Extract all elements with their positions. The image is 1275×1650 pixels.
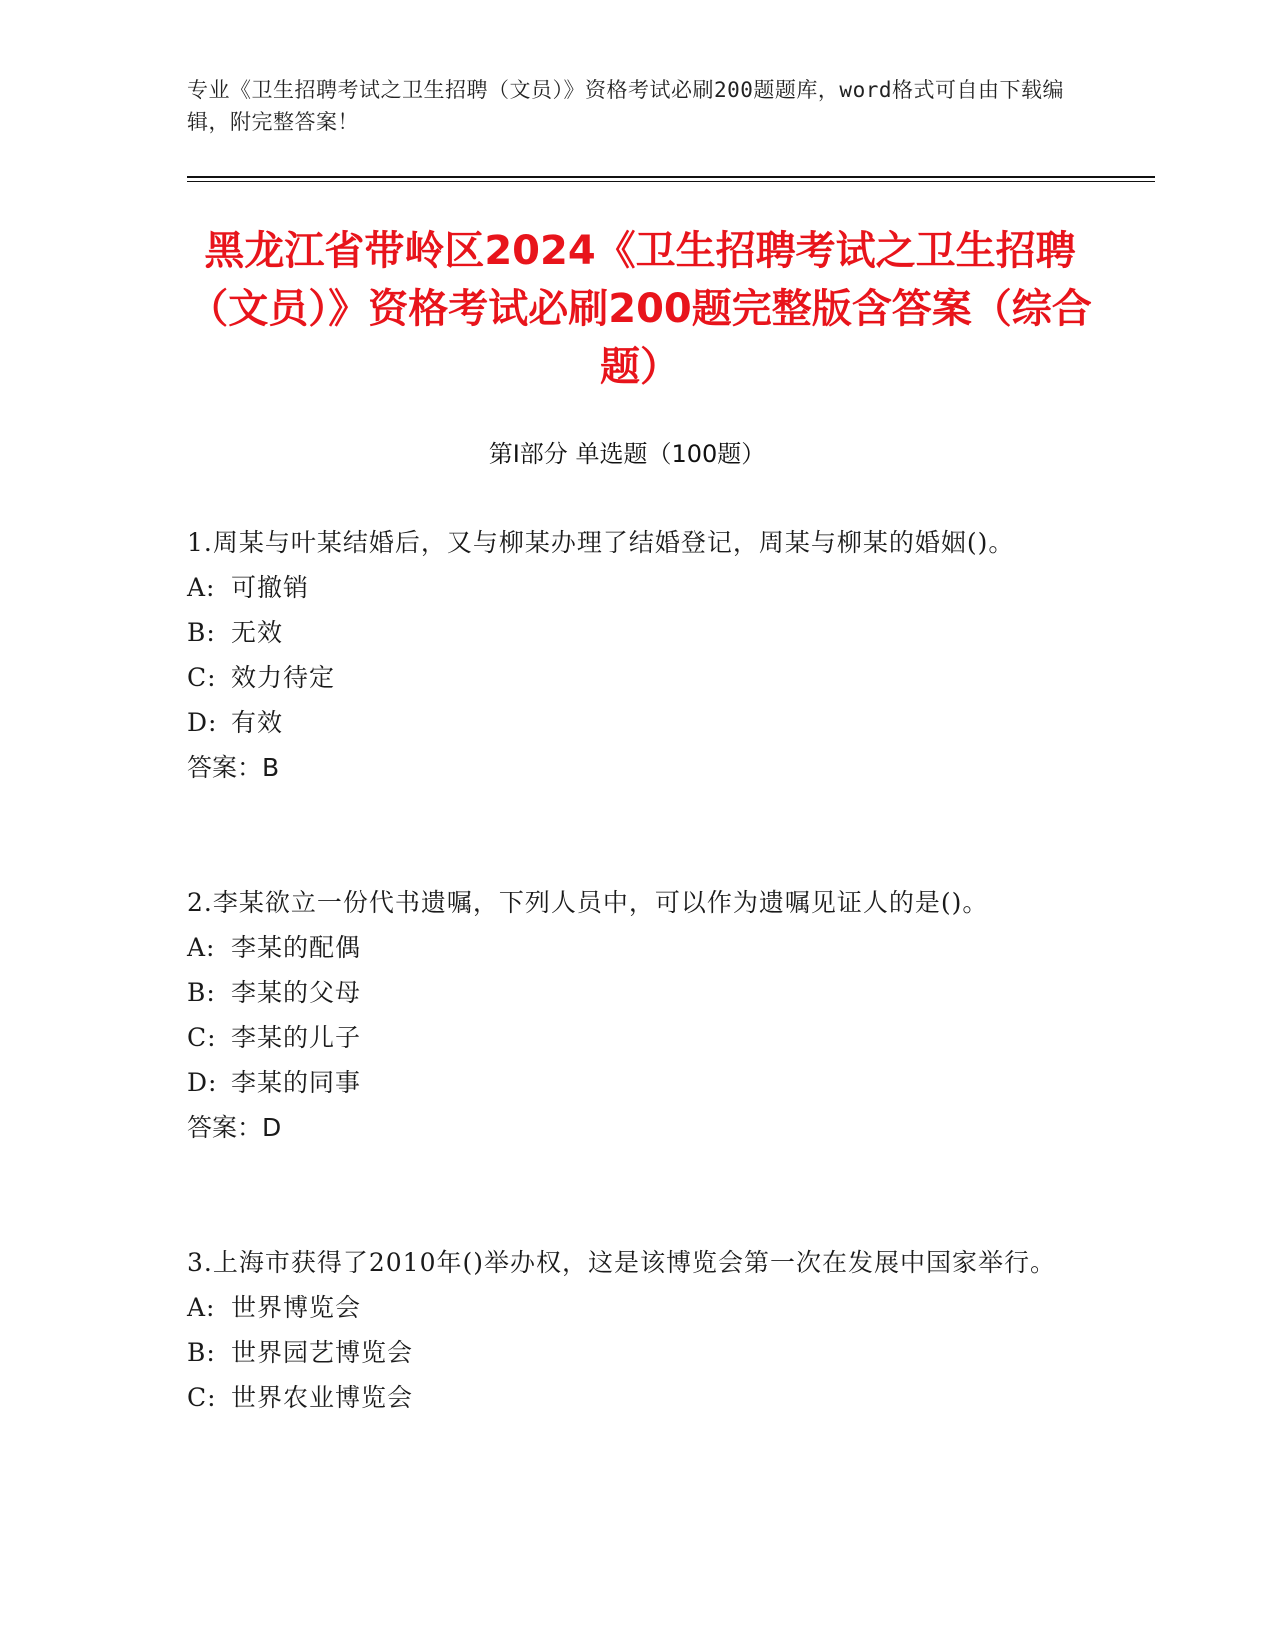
option-b — [187, 970, 1087, 1015]
option-text: 李某的同事 — [231, 1068, 362, 1097]
option-c — [187, 1015, 1087, 1060]
option-letter: A: — [187, 573, 216, 602]
option-letter: B: — [187, 978, 216, 1007]
option-letter: A: — [187, 1293, 216, 1322]
option-d — [187, 1060, 1087, 1105]
question-stem: 1.周某与叶某结婚后，又与柳某办理了结婚登记，周某与柳某的婚姻()。 — [187, 528, 1015, 557]
option-text: 世界博览会 — [231, 1293, 362, 1322]
option-letter: B: — [187, 618, 216, 647]
header-note: 专业《卫生招聘考试之卫生招聘（文员）》资格考试必刷200题题库，word格式可自由下载编辑，附完整答案！ — [187, 78, 1064, 134]
option-text: 可撤销 — [231, 573, 310, 602]
option-b — [187, 610, 1087, 655]
option-a — [187, 1285, 1087, 1330]
option-letter: C: — [187, 663, 217, 692]
option-text: 李某的儿子 — [231, 1023, 362, 1052]
answer: 答案：B — [187, 753, 280, 782]
option-b — [187, 1330, 1087, 1375]
option-letter: D: — [187, 708, 218, 737]
document-title: 黑龙江省带岭区2024《卫生招聘考试之卫生招聘（文员）》资格考试必刷200题完整版含答案（综合题） — [188, 228, 1092, 390]
option-a — [187, 565, 1087, 610]
option-a — [187, 925, 1087, 970]
option-c — [187, 1375, 1087, 1420]
option-text: 无效 — [231, 618, 284, 647]
option-text: 有效 — [231, 708, 284, 737]
option-c — [187, 655, 1087, 700]
option-text: 世界园艺博览会 — [231, 1338, 414, 1367]
option-text: 李某的父母 — [231, 978, 362, 1007]
question-3 — [187, 1240, 1087, 1420]
header-divider-thick — [187, 176, 1155, 178]
option-letter: C: — [187, 1023, 217, 1052]
option-letter: D: — [187, 1068, 218, 1097]
option-d — [187, 700, 1087, 745]
option-letter: B: — [187, 1338, 216, 1367]
section-title: 第Ⅰ部分 单选题（100题） — [488, 440, 766, 468]
question-2 — [187, 880, 1087, 1150]
option-letter: A: — [187, 933, 216, 962]
question-1 — [187, 520, 1087, 790]
option-text: 效力待定 — [231, 663, 336, 692]
header-divider-thin — [187, 181, 1155, 182]
option-letter: C: — [187, 1383, 217, 1412]
answer: 答案：D — [187, 1113, 282, 1142]
question-stem: 2.李某欲立一份代书遗嘱，下列人员中，可以作为遗嘱见证人的是()。 — [187, 888, 989, 917]
option-text: 李某的配偶 — [231, 933, 362, 962]
option-text: 世界农业博览会 — [231, 1383, 414, 1412]
question-stem: 3.上海市获得了2010年()举办权，这是该博览会第一次在发展中国家举行。 — [187, 1248, 1056, 1277]
